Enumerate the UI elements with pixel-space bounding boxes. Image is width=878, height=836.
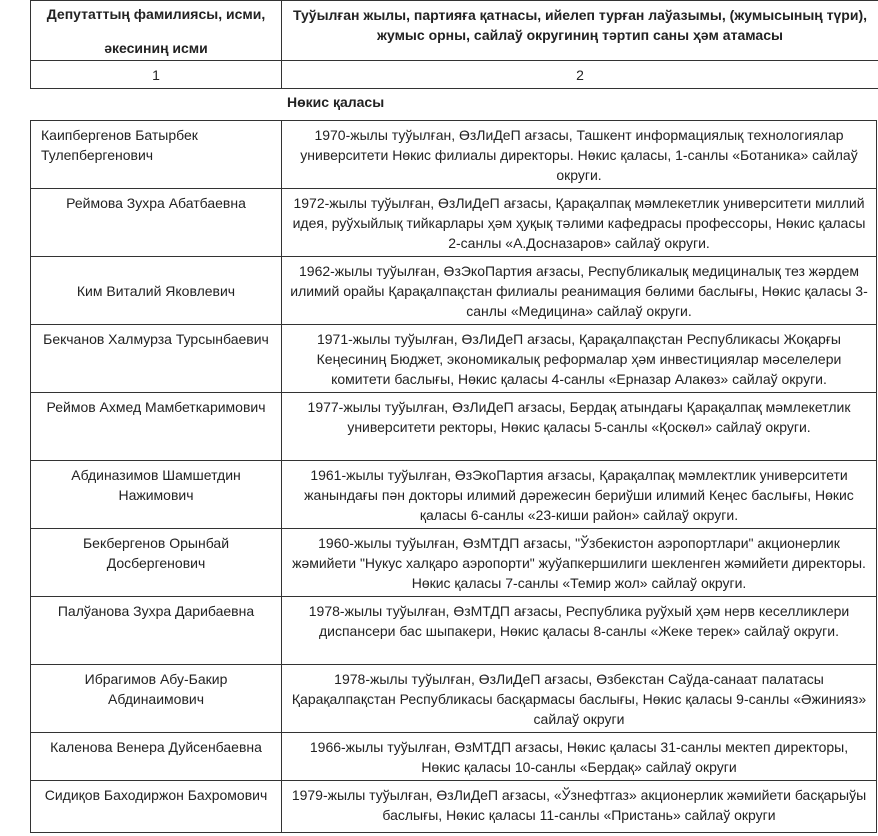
deputy-name: Ким Виталий Яковлевич: [31, 257, 282, 325]
deputy-name: Бекбергенов Орынбай Досбергенович: [31, 529, 282, 597]
table-row: [31, 325, 877, 393]
header-num1: 1: [31, 61, 282, 89]
table-row: [31, 733, 877, 781]
header-table: [30, 0, 878, 89]
deputy-info: 1979-жылы туўылған, ӨзЛиДеП ағзасы, «Ўзнефтгаз» акционерлик жәмийети басқарыўы баслығы, Нөкис қаласы 11-санлы «Пристань» сайлаў округи: [282, 781, 877, 833]
table-row: [31, 529, 877, 597]
deputy-info: 1962-жылы туўылған, ӨзЭкоПартия ағзасы, Республикалық медициналық тез жәрдем илимий орайы Қарақалпақстан филиалы реанимация бөлими баслығы, Нөкис қаласы 3-санлы «Медицина» сайлаў округи.: [282, 257, 877, 325]
deputy-info: 1977-жылы туўылған, ӨзЛиДеП ағзасы, Бердақ атындағы Қарақалпақ мәмлекетлик университети ректоры, Нөкис қаласы 5-санлы «Қоскөл» сайлаў округи.: [282, 393, 877, 461]
deputy-name: Абдиназимов Шамшетдин Нажимович: [31, 461, 282, 529]
deputy-info: 1972-жылы туўылған, ӨзЛиДеП ағзасы, Қарақалпақ мәмлекетлик университети миллий идея, руўхыйлық тийкарлары ҳәм ҳуқық тәлими кафедрасы профессоры, Нөкис қаласы 2-санлы «А.Досназаров» сайлаў округи.: [282, 189, 877, 257]
deputy-name: Бекчанов Халмурза Турсынбаевич: [31, 325, 282, 393]
table-row: [31, 461, 877, 529]
deputy-name: Ибрагимов Абу-Бакир Абдинаимович: [31, 665, 282, 733]
deputy-name: Палўанова Зухра Дарибаевна: [31, 597, 282, 665]
deputy-info: 1970-жылы туўылған, ӨзЛиДеП ағзасы, Ташкент информациялық технологиялар университети Нөкис филиалы директоры. Нөкис қаласы, 1-санлы «Ботаника» сайлаў округи.: [282, 121, 877, 189]
header-col1-line2: әкесиниң исми: [104, 39, 208, 56]
deputy-info: 1961-жылы туўылған, ӨзЭкоПартия ағзасы, Қарақалпақ мәмлектлик университети жанындағы пән докторы илимий дәрежесин бериўши илимий Кеңес баслығы, Нөкис қаласы 6-санлы «23-киши район» сайлаў округи.: [282, 461, 877, 529]
table-row: [31, 121, 877, 189]
header-col2: Туўылған жылы, партияға қатнасы, ийелеп турған лаўазымы, (жумысының түри), жумыс орны, сайлаў округиниң тәртип саны ҳәм атамасы: [282, 1, 878, 61]
deputy-info: 1960-жылы туўылған, ӨзМТДП ағзасы, "Ўзбекистон аэропортлари" акционерлик жәмийети "Нукус халқаро аэропорти" жуўапкершилиги шекленген жәмийети директоры. Нөкис қаласы 7-санлы «Темир жол» сайлаў округи.: [282, 529, 877, 597]
deputy-name: Реймов Ахмед Мамбеткаримович: [31, 393, 282, 461]
deputy-info: 1971-жылы туўылған, ӨзЛиДеП ағзасы, Қарақалпақстан Республикасы Жоқарғы Кеңесиниң Бюджет, экономикалық реформалар ҳәм инвестициялар мәселелери комитети баслығы, Нөкис қаласы 4-санлы «Ерназар Алакөз» сайлаў округи.: [282, 325, 877, 393]
table-row: [31, 665, 877, 733]
city-heading: Нөкис қаласы: [287, 94, 385, 110]
table-row: [31, 189, 877, 257]
deputy-info: 1966-жылы туўылған, ӨзМТДП ағзасы, Нөкис қаласы 31-санлы мектеп директоры, Нөкис қаласы 10-санлы «Бердақ» сайлаў округи: [282, 733, 877, 781]
table-row: [31, 257, 877, 325]
header-num2: 2: [282, 61, 878, 89]
header-col1: [31, 1, 282, 61]
deputy-info: 1978-жылы туўылған, ӨзЛиДеП ағзасы, Өзбекстан Саўда-санаат палатасы Қарақалпақстан Республикасы басқармасы баслығы, Нөкис қаласы 9-санлы «Әжинияз» сайлаў округи: [282, 665, 877, 733]
table-row: [31, 781, 877, 833]
table-row: [31, 393, 877, 461]
deputy-name: Реймова Зухра Абатбаевна: [31, 189, 282, 257]
deputy-info: 1978-жылы туўылған, ӨзМТДП ағзасы, Республика руўхый ҳәм нерв кеселликлери диспансери бас шыпакери, Нөкис қаласы 8-санлы «Жеке терек» сайлаў округи.: [282, 597, 877, 665]
deputy-name: Каипбергенов Батырбек Тулепбергенович: [31, 121, 282, 189]
deputies-table: [30, 120, 877, 833]
table-row: [31, 597, 877, 665]
deputy-name: Сидиқов Баходиржон Бахромович: [31, 781, 282, 833]
deputy-name: Каленова Венера Дуйсенбаевна: [31, 733, 282, 781]
header-col1-line1: Депутаттың фамилиясы, исми,: [46, 5, 266, 22]
